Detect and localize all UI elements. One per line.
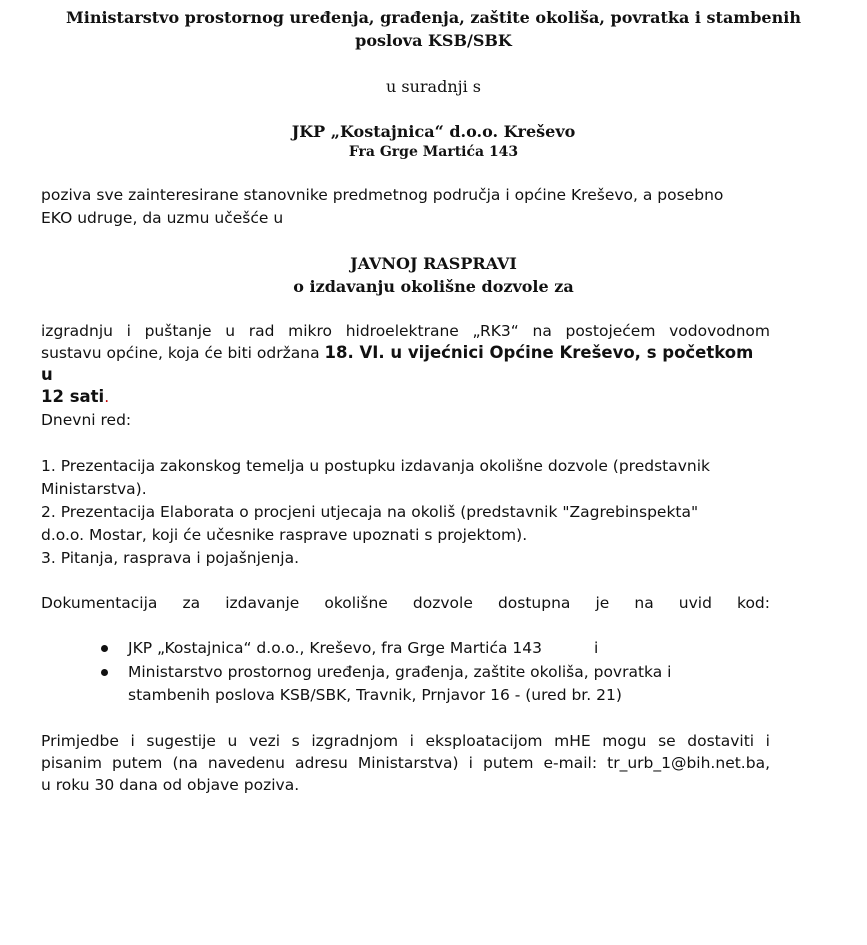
hearing-title <box>0 252 867 298</box>
location-2-line2: stambenih poslova KSB/SBK, Travnik, Prnjavor 16 - (ured br. 21) <box>128 686 622 704</box>
documentation-location-1 <box>128 637 768 660</box>
ministry-heading <box>0 6 867 52</box>
hearing-time: 12 sati <box>41 387 105 406</box>
ministry-heading-line1: Ministarstvo prostornog uređenja, građenja, zaštite okoliša, povratka i stambenih <box>66 8 801 27</box>
agenda-list <box>41 455 770 570</box>
subject-paragraph <box>41 320 770 408</box>
agenda-item-3: 3. Pitanja, rasprava i pojašnjenja. <box>41 549 299 567</box>
hearing-title-line1: JAVNOJ RASPRAVI <box>350 254 517 273</box>
subject-line3 <box>41 386 770 408</box>
remarks-line2: pisanim putem (na navedenu adresu Ministarstva) i putem e-mail: tr_urb_1@bih.net.ba, <box>41 754 770 772</box>
company-address: Fra Grge Martića 143 <box>348 144 519 160</box>
agenda-heading: Dnevni red: <box>41 411 132 429</box>
remarks-line1: Primjedbe i sugestije u vezi s izgradnjom i eksploatacijom mHE mogu se dostaviti i <box>41 732 770 750</box>
location-1-text: JKP „Kostajnica“ d.o.o., Kreševo, fra Grge Martića 143 <box>128 639 543 657</box>
cooperation-text: u suradnji s <box>385 77 481 96</box>
remarks-paragraph <box>41 730 770 796</box>
subject-line1: izgradnju i puštanje u rad mikro hidroelektrane „RK3“ na postojećem vodovodnom <box>41 322 770 340</box>
location-2-line1: Ministarstvo prostornog uređenja, građenja, zaštite okoliša, povratka i <box>128 663 672 681</box>
documentation-location-2 <box>128 661 768 707</box>
remarks-line3: u roku 30 dana od objave poziva. <box>41 776 300 794</box>
agenda-item-1-line2: Ministarstva). <box>41 480 147 498</box>
agenda-item-2-line2: d.o.o. Mostar, koji će učesnike rasprave upoznati s projektom). <box>41 526 528 544</box>
bullet-icon <box>101 669 108 676</box>
location-1-suffix: i <box>594 639 599 657</box>
company-name: JKP „Kostajnica“ d.o.o. Kreševo <box>291 122 576 141</box>
invitation-line1: poziva sve zainteresirane stanovnike predmetnog područja i općine Kreševo, a posebno <box>41 186 724 204</box>
bullet-icon <box>101 645 108 652</box>
subject-line2 <box>41 342 770 386</box>
subject-period: . <box>104 388 110 406</box>
invitation-paragraph <box>41 184 770 230</box>
hearing-title-line2: o izdavanju okolišne dozvole za <box>293 277 574 296</box>
agenda-item-1-line1: 1. Prezentacija zakonskog temelja u postupku izdavanja okolišne dozvole (predstavnik <box>41 457 711 475</box>
subject-line2-plain: sustavu općine, koja će biti održana <box>41 344 325 362</box>
hearing-date-place: 18. VI. u vijećnici Općine Kreševo, s početkom u <box>41 343 754 384</box>
invitation-line2: EKO udruge, da uzmu učešće u <box>41 209 284 227</box>
agenda-item-2-line1: 2. Prezentacija Elaborata o procjeni utjecaja na okoliš (predstavnik "Zagrebinspekta" <box>41 503 699 521</box>
ministry-heading-line2: poslova KSB/SBK <box>355 31 512 50</box>
documentation-intro: Dokumentacija za izdavanje okolišne dozvole dostupna je na uvid kod: <box>41 594 770 612</box>
